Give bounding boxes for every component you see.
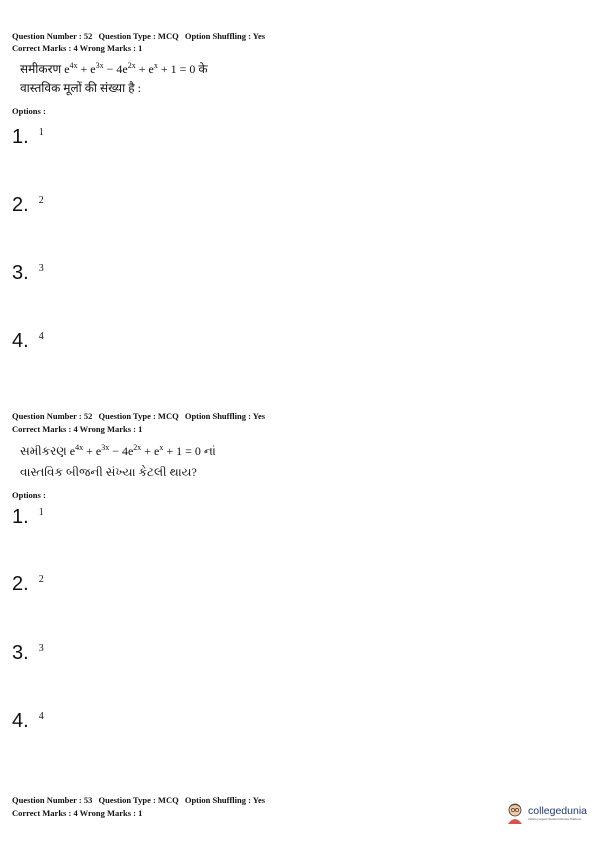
option-value: 1 [38,127,44,138]
mascot-icon [505,802,525,824]
question-prefix: સમીકરણ [20,444,67,458]
option-value: 2 [38,574,44,585]
option-3[interactable] [12,642,44,664]
option-4[interactable] [12,710,44,732]
question-meta-1 [12,31,269,41]
marks-1 [12,43,146,53]
option-shuffling: Option Shuffling : Yes [184,31,266,41]
option-value: 3 [38,263,44,274]
options-label-2: Options : [12,490,46,500]
question-text-1-line2: वास्तविक मूलों की संख्या है : [20,81,141,95]
option-number: 4. [12,330,29,352]
option-1[interactable] [12,126,44,148]
marks-text: Correct Marks : 4 Wrong Marks : 1 [12,43,143,53]
marks-3 [12,808,146,818]
question-number: Question Number : 52 [12,31,93,41]
question-text-2-line2: વાસ્તવિક બીજની સંખ્યા કેટલી થાય? [20,465,197,479]
question-prefix: समीकरण [20,62,62,76]
option-2[interactable] [12,194,44,216]
question-suffix: નાં [203,444,216,458]
question-type: Question Type : MCQ [98,411,179,421]
marks-text: Correct Marks : 4 Wrong Marks : 1 [12,808,143,818]
equation: $e^{4x} + e^{3x} - 4e^{2x} + e^x + 1 = 0$ [64,61,196,76]
marks-2 [12,424,146,434]
option-3[interactable] [12,262,44,284]
marks-text: Correct Marks : 4 Wrong Marks : 1 [12,424,143,434]
question-type: Question Type : MCQ [98,31,179,41]
option-number: 1. [12,126,29,148]
question-meta-3 [12,795,269,805]
option-number: 1. [12,506,29,528]
equation: $e^{4x} + e^{3x} - 4e^{2x} + e^x + 1 = 0$ [69,443,201,458]
option-value: 2 [38,195,44,206]
question-text-2 [20,444,216,459]
option-number: 4. [12,710,29,732]
option-number: 3. [12,262,29,284]
logo-tagline: India's Largest Student Review Platform [528,817,582,821]
option-number: 2. [12,573,29,595]
option-1[interactable] [12,506,44,528]
question-text-1 [20,62,208,77]
collegedunia-logo [505,802,587,824]
option-value: 3 [38,643,44,654]
option-value: 4 [38,711,44,722]
question-meta-2 [12,411,269,421]
question-number: Question Number : 52 [12,411,93,421]
option-4[interactable] [12,330,44,352]
option-number: 3. [12,642,29,664]
option-2[interactable] [12,573,44,595]
logo-name: collegedunia [528,805,587,817]
question-type: Question Type : MCQ [98,795,179,805]
option-value: 4 [38,331,44,342]
question-suffix: के [198,62,208,76]
option-shuffling: Option Shuffling : Yes [184,795,266,805]
options-label-1: Options : [12,106,46,116]
option-value: 1 [38,507,44,518]
option-shuffling: Option Shuffling : Yes [184,411,266,421]
option-number: 2. [12,194,29,216]
question-number: Question Number : 53 [12,795,93,805]
